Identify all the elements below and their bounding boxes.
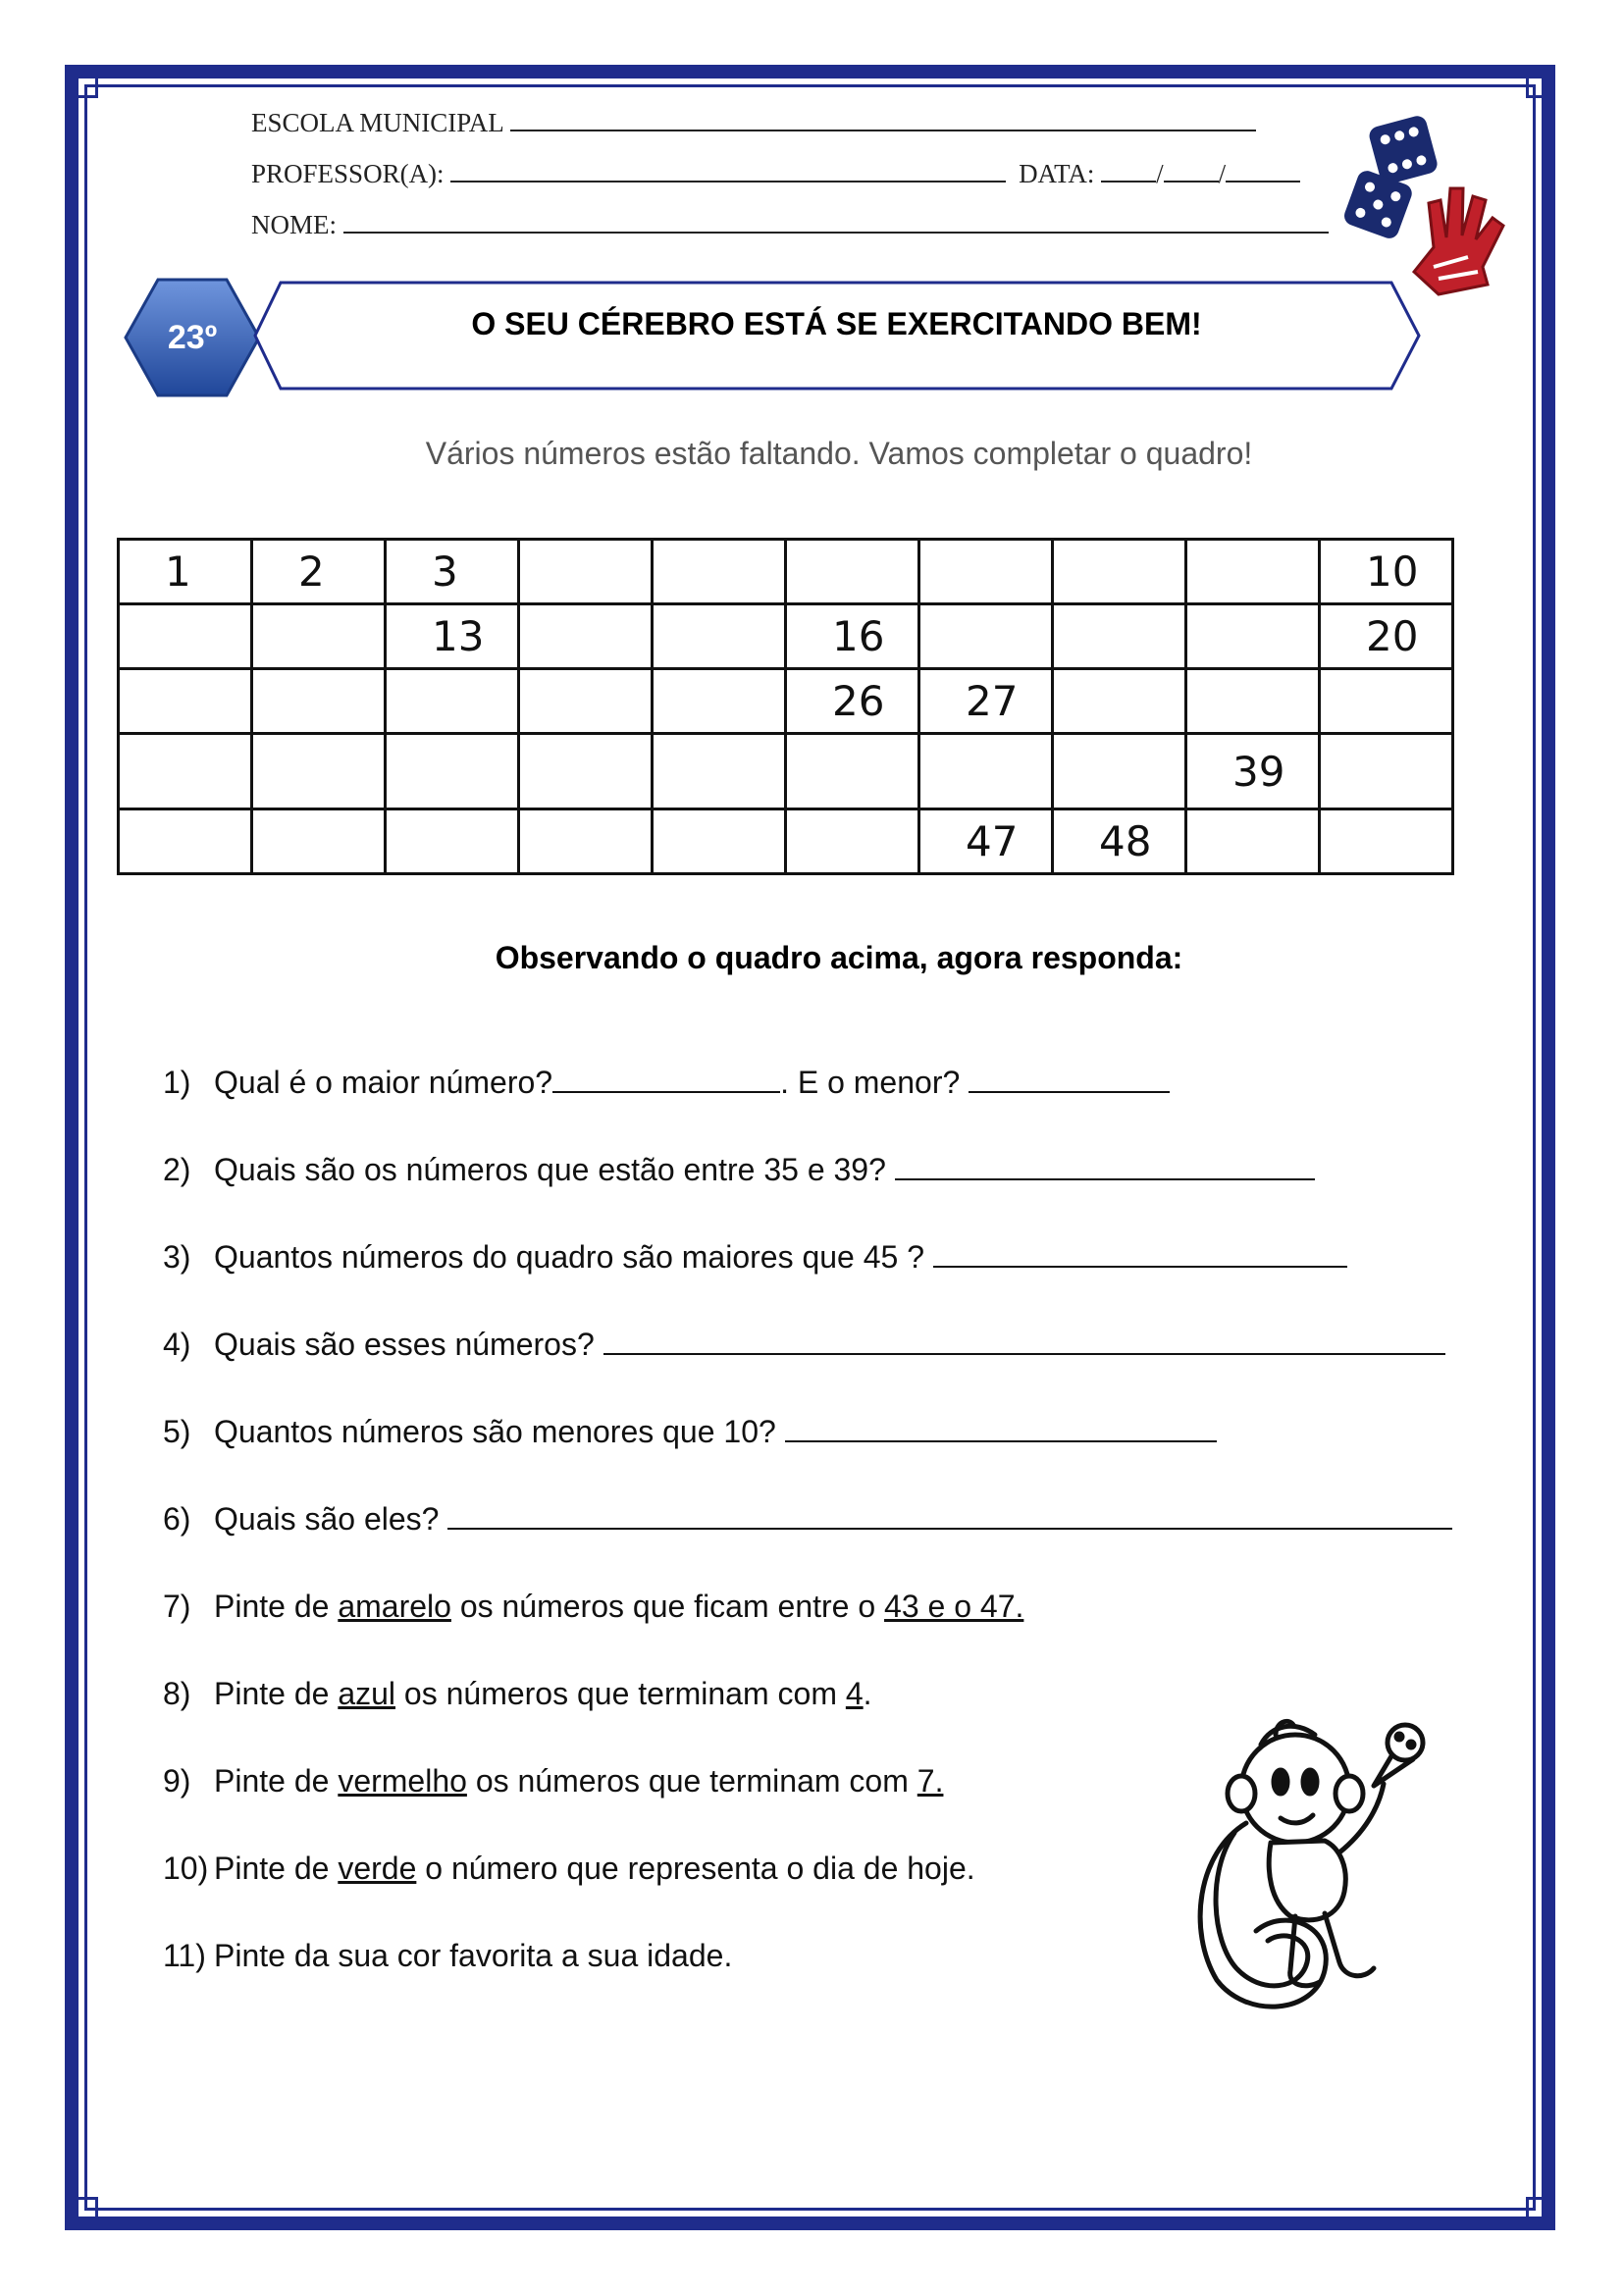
grid-cell[interactable] [252, 604, 386, 669]
color-word: azul [338, 1676, 396, 1711]
grid-cell[interactable] [1186, 809, 1320, 874]
question-text: Quais são os números que estão entre 35 e 39? [214, 1152, 886, 1187]
grid-cell[interactable]: 16 [786, 604, 919, 669]
lesson-number-badge [124, 278, 261, 397]
grid-cell[interactable] [252, 734, 386, 809]
grid-row [119, 809, 1453, 874]
teacher-label: PROFESSOR(A): [251, 159, 445, 188]
grid-cell[interactable] [1320, 669, 1453, 734]
grid-row [119, 669, 1453, 734]
question-text: Qual é o maior número? [214, 1065, 553, 1100]
number-range: 43 e o 47. [884, 1589, 1024, 1624]
question-text: Quantos números são menores que 10? [214, 1414, 776, 1449]
question-6 [163, 1501, 1452, 1538]
grid-cell[interactable] [1053, 734, 1186, 809]
question-number: 5) [163, 1414, 191, 1449]
grid-cell[interactable] [1186, 540, 1320, 604]
question-9 [163, 1763, 943, 1799]
question-text: Pinte de [214, 1851, 339, 1886]
date-month-field[interactable] [1164, 159, 1219, 183]
question-number: 3) [163, 1239, 191, 1275]
instructions-text: Vários números estão faltando. Vamos completar o quadro! [425, 436, 1253, 471]
grid-cell[interactable] [1186, 604, 1320, 669]
question-3 [163, 1239, 1347, 1276]
grid-cell[interactable]: 39 [1186, 734, 1320, 809]
question-number: 2) [163, 1152, 191, 1187]
teacher-line [251, 159, 1300, 189]
grid-cell[interactable] [653, 669, 786, 734]
date-separator: / [1218, 159, 1227, 188]
school-label: ESCOLA MUNICIPAL [251, 108, 503, 137]
grid-cell[interactable]: 10 [1320, 540, 1453, 604]
border-corner-ornament [1526, 69, 1555, 98]
grid-cell[interactable] [1186, 669, 1320, 734]
question-text: os números que terminam com [395, 1676, 846, 1711]
grid-cell[interactable] [653, 809, 786, 874]
grid-cell[interactable] [386, 669, 519, 734]
border-corner-ornament [1526, 2197, 1555, 2226]
border-corner-ornament [69, 69, 98, 98]
grid-cell[interactable] [653, 604, 786, 669]
grid-cell[interactable]: 2 [252, 540, 386, 604]
grid-cell[interactable] [519, 669, 653, 734]
teacher-field[interactable] [450, 159, 1006, 183]
question-text: Pinte de [214, 1589, 339, 1624]
child-with-ice-cream-illustration [1178, 1705, 1462, 2019]
grid-cell[interactable] [386, 809, 519, 874]
question-7 [163, 1589, 1023, 1625]
grid-cell[interactable]: 13 [386, 604, 519, 669]
badge-number: 23º [167, 319, 218, 356]
color-word: vermelho [338, 1763, 467, 1799]
question-text: os números que ficam entre o [450, 1589, 885, 1624]
grid-cell[interactable] [653, 540, 786, 604]
question-text: Pinte da sua cor favorita a sua idade. [214, 1938, 733, 1973]
question-text: Quantos números do quadro são maiores que 45 ? [214, 1239, 925, 1275]
border-corner-ornament [69, 2197, 98, 2226]
color-word: amarelo [338, 1589, 451, 1624]
question-number: 7) [163, 1589, 191, 1624]
grid-cell[interactable] [919, 734, 1053, 809]
grid-cell[interactable] [1053, 669, 1186, 734]
question-text: Quais são esses números? [214, 1327, 595, 1362]
question-11 [163, 1938, 732, 1974]
grid-cell[interactable] [1320, 734, 1453, 809]
question-text: Pinte de [214, 1676, 339, 1711]
question-text: o número que representa o dia de hoje. [416, 1851, 975, 1886]
question-number: 8) [163, 1676, 191, 1711]
grid-cell[interactable] [119, 734, 252, 809]
question-10 [163, 1851, 975, 1887]
date-separator: / [1156, 159, 1164, 188]
name-field[interactable] [343, 210, 1329, 234]
question-1 [163, 1065, 1170, 1101]
question-text: os números que terminam com [466, 1763, 917, 1799]
question-number: 6) [163, 1501, 191, 1537]
page-title: O SEU CÉREBRO ESTÁ SE EXERCITANDO BEM! [471, 306, 1202, 341]
question-2 [163, 1152, 1315, 1188]
question-text: . E o menor? [780, 1065, 961, 1100]
question-5 [163, 1414, 1217, 1450]
grid-cell[interactable] [519, 734, 653, 809]
answer-line[interactable] [785, 1415, 1217, 1442]
grid-cell[interactable] [919, 604, 1053, 669]
grid-cell[interactable]: 26 [786, 669, 919, 734]
questions-heading: Observando o quadro acima, agora responda: [495, 940, 1183, 975]
grid-row [119, 604, 1453, 669]
grid-cell[interactable]: 1 [119, 540, 252, 604]
grid-cell[interactable] [119, 809, 252, 874]
answer-line[interactable] [603, 1328, 1445, 1355]
grid-cell[interactable]: 20 [1320, 604, 1453, 669]
ending-digit: 4 [845, 1676, 864, 1711]
grid-cell[interactable] [252, 809, 386, 874]
grid-cell[interactable] [919, 540, 1053, 604]
grid-cell[interactable] [519, 540, 653, 604]
ending-digit: 7. [917, 1763, 944, 1799]
date-label: DATA: [1019, 159, 1095, 188]
grid-cell[interactable] [1053, 540, 1186, 604]
answer-line[interactable] [933, 1240, 1347, 1268]
question-text: Quais são eles? [214, 1501, 440, 1537]
grid-cell[interactable]: 27 [919, 669, 1053, 734]
question-4 [163, 1327, 1445, 1363]
answer-line[interactable] [969, 1066, 1170, 1093]
school-line [251, 108, 1256, 138]
color-word: verde [338, 1851, 417, 1886]
grid-cell[interactable] [653, 734, 786, 809]
question-number: 10) [163, 1851, 209, 1886]
grid-row [119, 734, 1453, 809]
grid-cell[interactable] [519, 809, 653, 874]
question-number: 1) [163, 1065, 191, 1100]
grid-cell[interactable] [519, 604, 653, 669]
grid-cell[interactable] [786, 540, 919, 604]
grid-row [119, 540, 1453, 604]
number-grid [117, 538, 1454, 875]
grid-cell[interactable] [786, 809, 919, 874]
answer-line[interactable] [447, 1502, 1452, 1530]
grid-cell[interactable]: 3 [386, 540, 519, 604]
grid-cell[interactable] [119, 604, 252, 669]
answer-line[interactable] [895, 1153, 1315, 1180]
answer-line[interactable] [552, 1066, 780, 1093]
grid-cell[interactable] [119, 669, 252, 734]
question-number: 4) [163, 1327, 191, 1362]
name-line [251, 210, 1329, 240]
date-day-field[interactable] [1101, 159, 1156, 183]
grid-cell[interactable] [1320, 809, 1453, 874]
question-text: Pinte de [214, 1763, 339, 1799]
question-text: . [863, 1676, 872, 1711]
question-number: 9) [163, 1763, 191, 1799]
grid-cell[interactable]: 47 [919, 809, 1053, 874]
grid-cell[interactable] [252, 669, 386, 734]
school-field[interactable] [510, 108, 1256, 131]
date-year-field[interactable] [1226, 159, 1300, 183]
name-label: NOME: [251, 210, 337, 239]
grid-cell[interactable] [1053, 604, 1186, 669]
grid-cell[interactable] [386, 734, 519, 809]
grid-cell[interactable]: 48 [1053, 809, 1186, 874]
dice-hand-illustration [1340, 110, 1517, 306]
question-8 [163, 1676, 872, 1712]
grid-cell[interactable] [786, 734, 919, 809]
question-number: 11) [163, 1938, 206, 1973]
